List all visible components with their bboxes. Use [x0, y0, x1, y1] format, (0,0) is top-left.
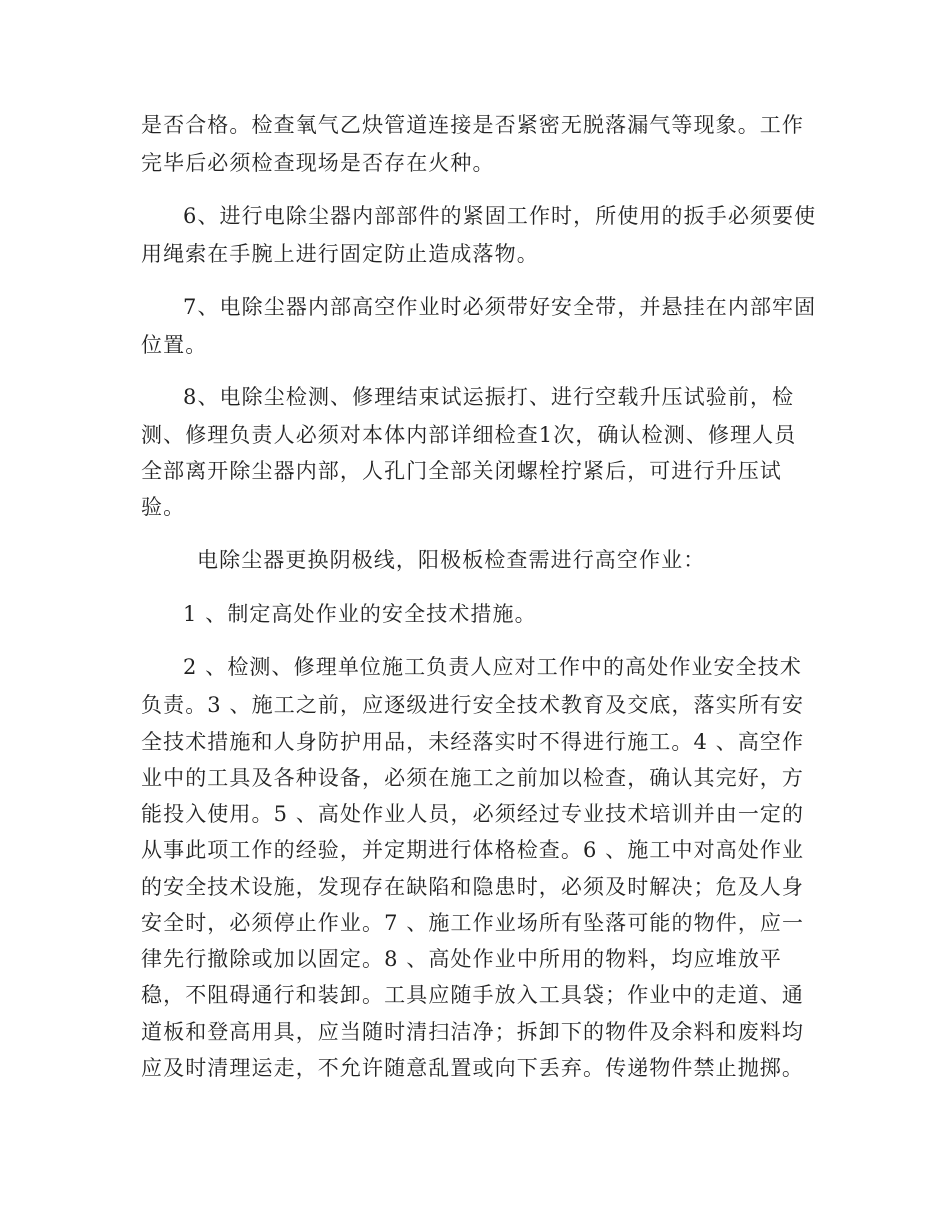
text-line: 负责。3 、施工之前，应逐级进行安全技术教育及交底，落实所有安: [141, 693, 805, 717]
text-line: 业中的工具及各种设备，必须在施工之前加以检查，确认其完好，方: [141, 766, 804, 790]
text-line: 电除尘器更换阴极线，阳极板检查需进行高空作业：: [197, 548, 706, 572]
text-line: 7、电除尘器内部高空作业时必须带好安全带，并悬挂在内部牢固: [183, 295, 817, 319]
text-line: 1 、制定高处作业的安全技术措施。: [183, 602, 537, 626]
text-line: 从事此项工作的经验，并定期进行体格检查。6 、施工中对高处作业: [141, 838, 805, 862]
text-line: 稳，不阻碍通行和装卸。工具应随手放入工具袋；作业中的走道、通: [141, 983, 804, 1007]
text-line: 是否合格。检查氧气乙炔管道连接是否紧密无脱落漏气等现象。工作: [141, 113, 804, 137]
text-line: 律先行撤除或加以固定。8 、高处作业中所用的物料，均应堆放平: [141, 947, 783, 971]
text-line: 位置。: [141, 333, 208, 357]
text-line: 完毕后必须检查现场是否存在火种。: [141, 151, 495, 175]
text-line: 测、修理负责人必须对本体内部详细检查1次，确认检测、修理人员: [141, 423, 797, 447]
text-line: 验。: [141, 495, 186, 519]
text-line: 道板和登高用具，应当随时清扫洁净；拆卸下的物件及余料和废料均: [141, 1020, 804, 1044]
text-line: 用绳索在手腕上进行固定防止造成落物。: [141, 242, 539, 266]
text-line: 应及时清理运走，不允许随意乱置或向下丢弃。传递物件禁止抛掷。: [141, 1056, 804, 1080]
text-line: 的安全技术设施，发现存在缺陷和隐患时，必须及时解决；危及人身: [141, 875, 804, 899]
text-line: 6、进行电除尘器内部部件的紧固工作时，所使用的扳手必须要使: [183, 204, 817, 228]
text-line: 全技术措施和人身防护用品，未经落实时不得进行施工。4 、高空作: [141, 730, 805, 754]
text-line: 安全时，必须停止作业。7 、施工作业场所有坠落可能的物件，应一: [141, 911, 805, 935]
text-line: 8、电除尘检测、修理结束试运振打、进行空载升压试验前，检: [183, 385, 795, 409]
text-line: 全部离开除尘器内部，人孔门全部关闭螺栓拧紧后，可进行升压试: [141, 459, 782, 483]
text-line: 能投入使用。5 、高处作业人员，必须经过专业技术培训并由一定的: [141, 802, 805, 826]
text-line: 2 、检测、修理单位施工负责人应对工作中的高处作业安全技术: [183, 655, 802, 679]
